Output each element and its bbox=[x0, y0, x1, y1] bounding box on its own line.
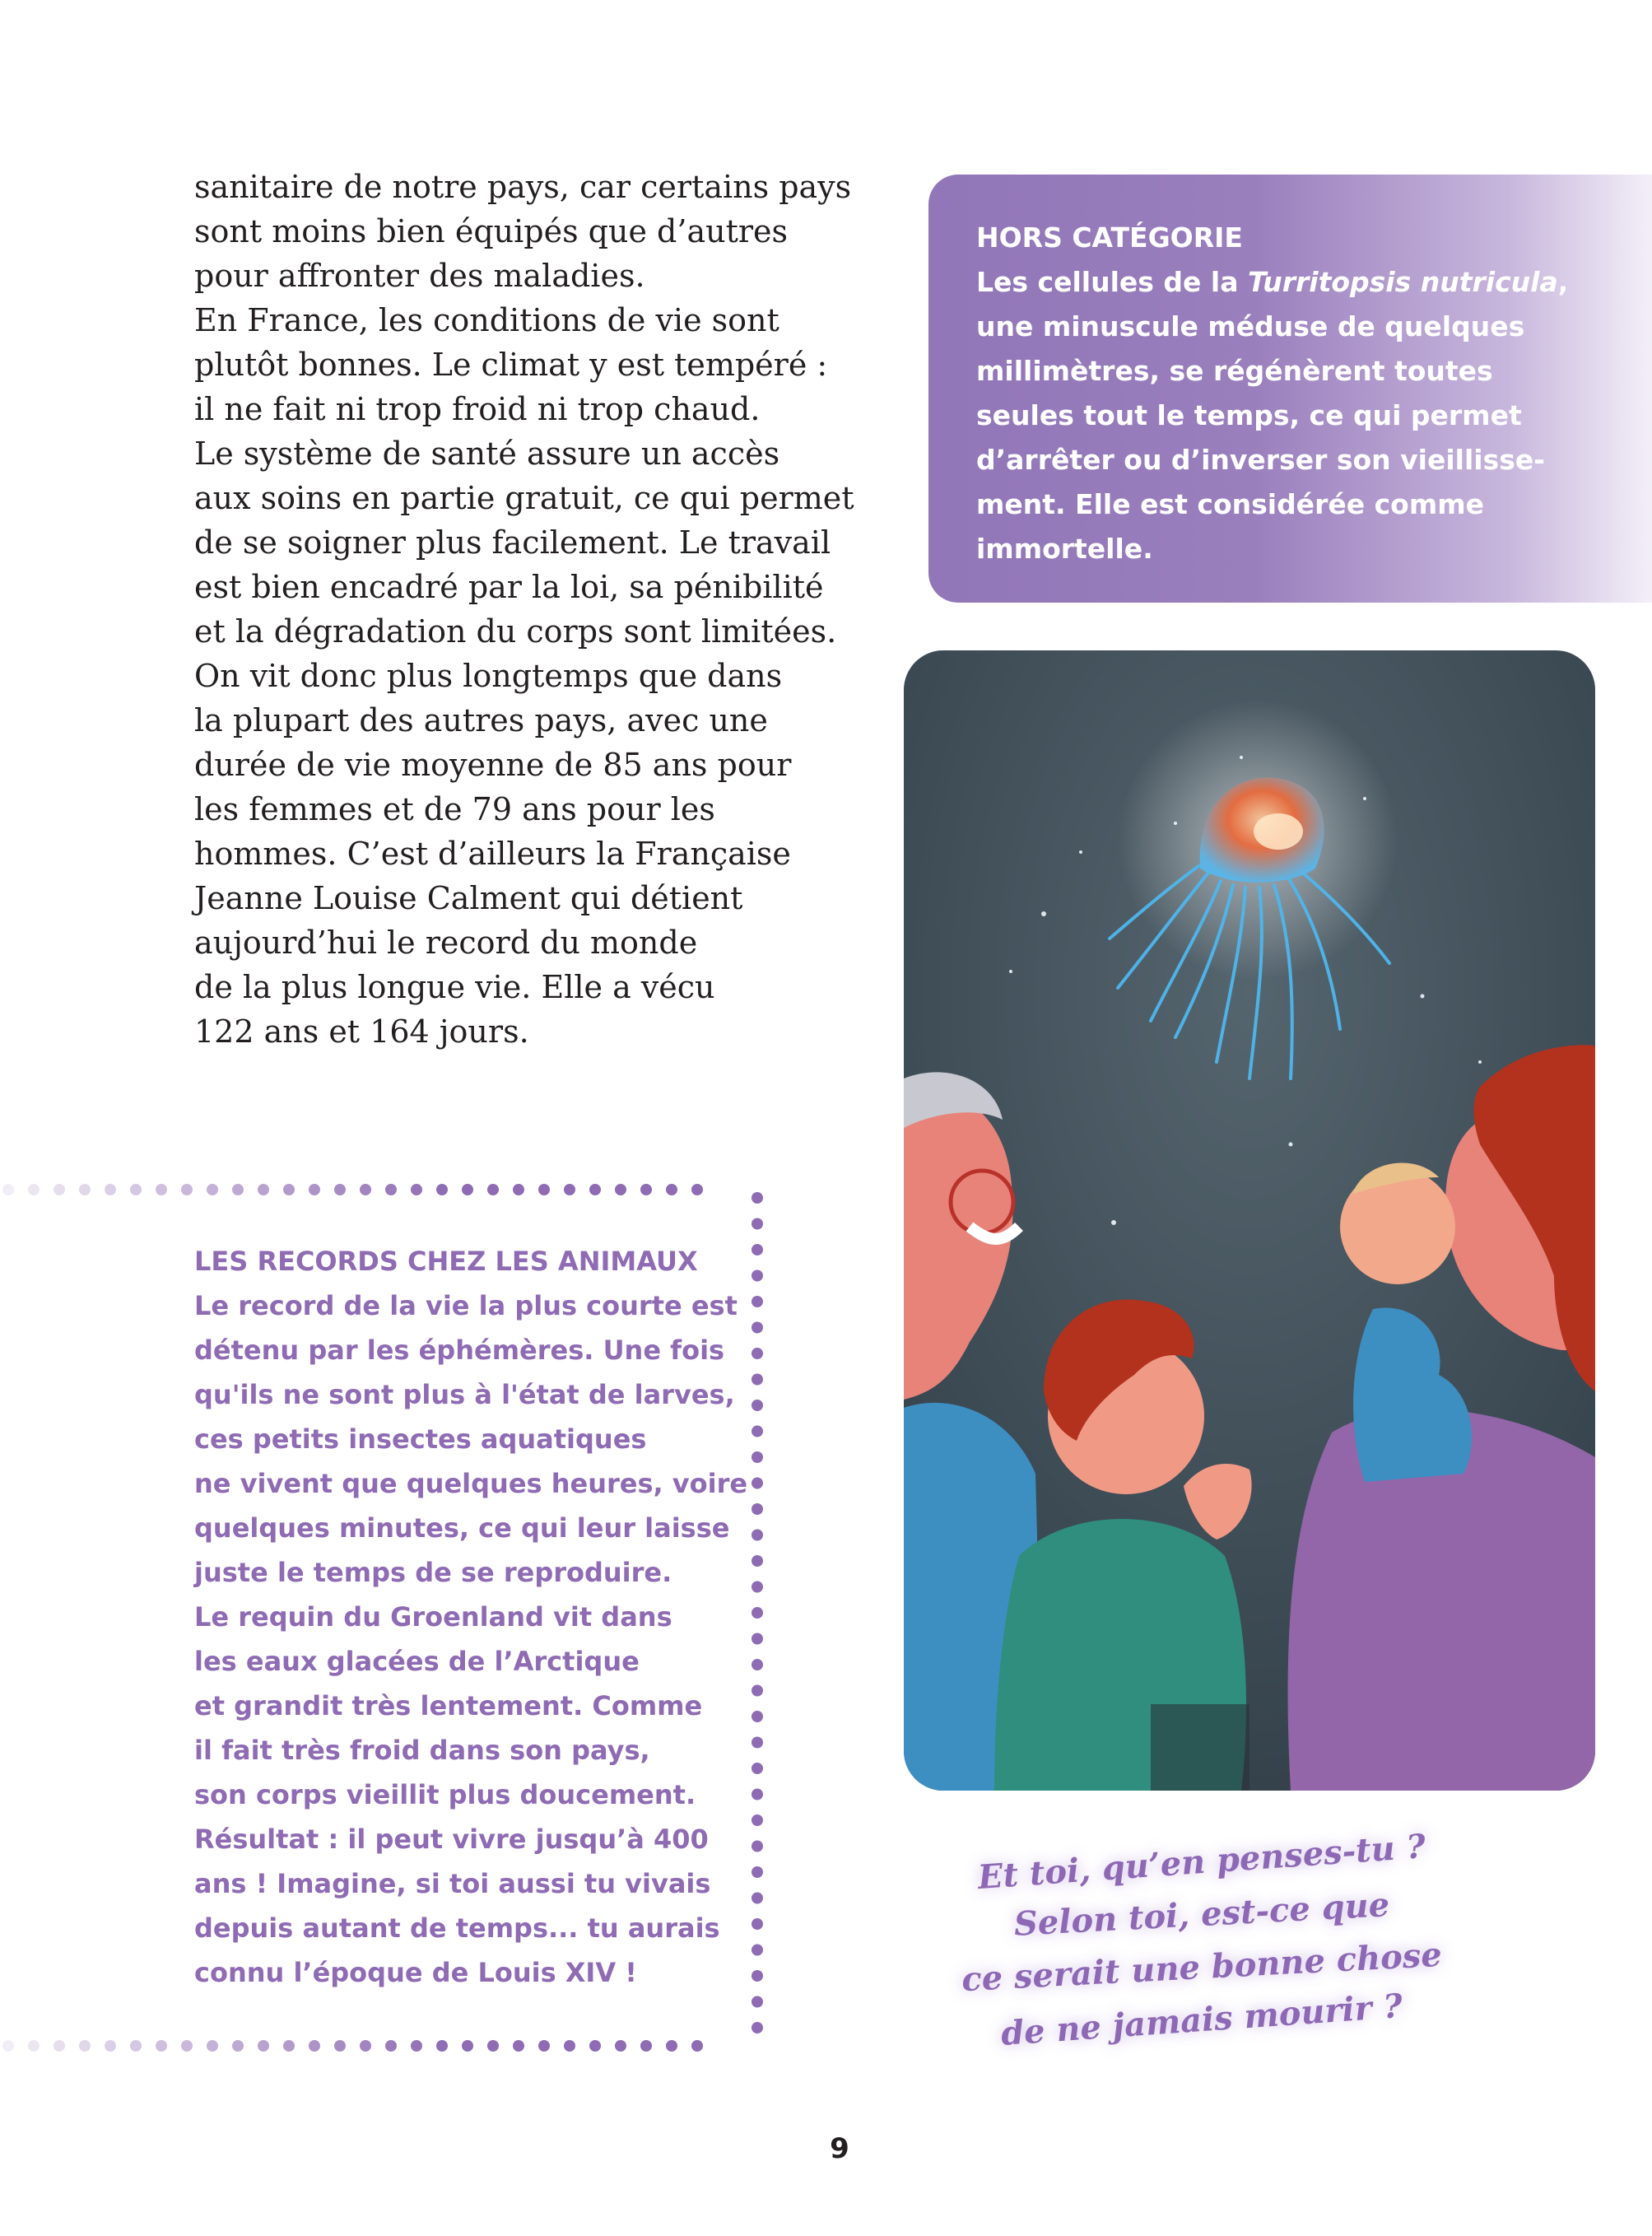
body-line: aux soins en partie gratuit, ce qui permet bbox=[194, 480, 854, 516]
frame-dot bbox=[564, 1184, 575, 1195]
records-line: ans ! Imagine, si toi aussi tu vivais bbox=[194, 1868, 711, 1899]
frame-dot bbox=[411, 1184, 422, 1195]
records-line: qu'ils ne sont plus à l'état de larves, bbox=[194, 1379, 735, 1410]
frame-dot bbox=[436, 2040, 448, 2052]
frame-dot bbox=[283, 1184, 295, 1195]
records-line: et grandit très lentement. Comme bbox=[194, 1690, 703, 1721]
body-line: est bien encadré par la loi, sa pénibilité bbox=[194, 569, 824, 605]
frame-dot bbox=[752, 1996, 763, 2008]
jellyfish-family-illustration bbox=[904, 650, 1595, 1791]
body-line: 122 ans et 164 jours. bbox=[194, 1013, 529, 1050]
frame-dot bbox=[666, 1184, 677, 1195]
frame-dot bbox=[691, 2040, 703, 2052]
frame-dot bbox=[462, 2040, 473, 2052]
frame-dot bbox=[589, 2040, 601, 2052]
body-line: il ne fait ni trop froid ni trop chaud. bbox=[194, 391, 761, 427]
body-line: de se soigner plus facilement. Le travail bbox=[194, 524, 831, 561]
body-line: pour affronter des maladies. bbox=[194, 258, 645, 294]
frame-dot bbox=[54, 1184, 65, 1195]
records-title: LES RECORDS CHEZ LES ANIMAUX bbox=[194, 1246, 698, 1277]
records-line: Résultat : il peut vivre jusqu’à 400 bbox=[194, 1824, 709, 1855]
question-line: de ne jamais mourir ? bbox=[999, 1987, 1404, 2053]
frame-dot bbox=[79, 2040, 91, 2052]
records-line: depuis autant de temps... tu aurais bbox=[194, 1912, 720, 1944]
hors-categorie-text bbox=[976, 216, 1635, 571]
frame-dot bbox=[589, 1184, 601, 1195]
records-line: ne vivent que quelques heures, voire bbox=[194, 1468, 748, 1499]
frame-dot bbox=[691, 1184, 703, 1195]
frame-dot bbox=[513, 2040, 524, 2052]
hors-categorie-line bbox=[976, 260, 1635, 305]
question-block bbox=[938, 1827, 1465, 2053]
frame-dot bbox=[513, 1184, 524, 1195]
hors-categorie-line: seules tout le temps, ce qui permet bbox=[976, 399, 1522, 431]
frame-dot bbox=[564, 2040, 575, 2052]
frame-dot bbox=[258, 2040, 269, 2052]
body-line: la plupart des autres pays, avec une bbox=[194, 702, 768, 738]
frame-dot bbox=[360, 1184, 371, 1195]
frame-dot bbox=[487, 2040, 499, 2052]
frame-dot bbox=[436, 1184, 448, 1195]
body-line: plutôt bonnes. Le climat y est tempéré : bbox=[194, 347, 828, 383]
frame-dot bbox=[640, 2040, 652, 2052]
frame-dot bbox=[28, 1184, 40, 1195]
frame-dot bbox=[385, 2040, 397, 2052]
species-name: Turritopsis nutricula bbox=[1247, 266, 1558, 298]
records-line: détenu par les éphémères. Une fois bbox=[194, 1335, 725, 1366]
frame-dot bbox=[334, 1184, 346, 1195]
body-line: Jeanne Louise Calment qui détient bbox=[194, 880, 743, 916]
frame-dot bbox=[334, 2040, 346, 2052]
hors-categorie-line: d’arrêter ou d’inverser son vieillisse- bbox=[976, 444, 1545, 476]
frame-dot bbox=[538, 2040, 550, 2052]
frame-dot bbox=[156, 2040, 167, 2052]
body-line: durée de vie moyenne de 85 ans pour bbox=[194, 747, 792, 783]
records-line: les eaux glacées de l’Arctique bbox=[194, 1646, 640, 1677]
frame-dot bbox=[640, 1184, 652, 1195]
frame-dot bbox=[181, 2040, 193, 2052]
frame-dot bbox=[411, 2040, 422, 2052]
illustration-svg bbox=[904, 650, 1595, 1791]
records-line: ces petits insectes aquatiques bbox=[194, 1423, 647, 1455]
frame-dot bbox=[615, 1184, 626, 1195]
frame-dot bbox=[752, 2022, 763, 2033]
frame-dot bbox=[105, 2040, 116, 2052]
frame-dot bbox=[462, 1184, 473, 1195]
body-line: les femmes et de 79 ans pour les bbox=[194, 791, 715, 827]
hors-categorie-box bbox=[928, 175, 1652, 603]
frame-dot bbox=[752, 1192, 763, 1204]
records-line: quelques minutes, ce qui leur laisse bbox=[194, 1512, 730, 1544]
frame-dot bbox=[79, 1184, 91, 1195]
body-line: de la plus longue vie. Elle a vécu bbox=[194, 969, 715, 1005]
dotted-frame-top bbox=[0, 1177, 766, 1202]
frame-dot bbox=[54, 2040, 65, 2052]
frame-dot bbox=[309, 1184, 320, 1195]
frame-dot bbox=[181, 1184, 193, 1195]
question-line: Et toi, qu’en penses-tu ? bbox=[976, 1827, 1427, 1897]
body-line: et la dégradation du corps sont limitées. bbox=[194, 613, 837, 650]
frame-dot bbox=[2, 2040, 14, 2052]
records-animaux-box bbox=[194, 1239, 754, 1995]
frame-dot bbox=[360, 2040, 371, 2052]
frame-dot bbox=[130, 2040, 142, 2052]
frame-dot bbox=[385, 1184, 397, 1195]
frame-dot bbox=[207, 1184, 218, 1195]
records-line: Le record de la vie la plus courte est bbox=[194, 1290, 738, 1321]
frame-dot bbox=[538, 1184, 550, 1195]
frame-dot bbox=[752, 1218, 763, 1230]
page-number: 9 bbox=[830, 2132, 849, 2165]
dotted-frame-bottom bbox=[0, 2033, 766, 2058]
hors-line-end: , bbox=[1557, 266, 1569, 298]
frame-dot bbox=[232, 2040, 244, 2052]
frame-dot bbox=[666, 2040, 677, 2052]
frame-dot bbox=[28, 2040, 40, 2052]
main-body-text bbox=[194, 165, 853, 1054]
frame-dot bbox=[283, 2040, 295, 2052]
hors-categorie-line: millimètres, se régénèrent toutes bbox=[976, 355, 1493, 387]
records-line: son corps vieillit plus doucement. bbox=[194, 1779, 696, 1810]
frame-dot bbox=[2, 1184, 14, 1195]
records-line: juste le temps de se reproduire. bbox=[194, 1557, 672, 1588]
frame-dot bbox=[487, 1184, 499, 1195]
question-line: Selon toi, est-ce que bbox=[1012, 1885, 1391, 1944]
frame-dot bbox=[258, 1184, 269, 1195]
body-line: sanitaire de notre pays, car certains pays bbox=[194, 169, 852, 205]
frame-dot bbox=[105, 1184, 116, 1195]
hors-categorie-title: HORS CATÉGORIE bbox=[976, 221, 1243, 254]
body-line: sont moins bien équipés que d’autres bbox=[194, 213, 788, 249]
frame-dot bbox=[156, 1184, 167, 1195]
question-line: ce serait une bonne chose bbox=[961, 1935, 1443, 2000]
records-line: Le requin du Groenland vit dans bbox=[194, 1601, 672, 1633]
body-line: Le système de santé assure un accès bbox=[194, 436, 780, 472]
body-line: aujourd’hui le record du monde bbox=[194, 925, 698, 961]
hors-categorie-line: une minuscule méduse de quelques bbox=[976, 310, 1525, 342]
records-line: connu l’époque de Louis XIV ! bbox=[194, 1957, 637, 1988]
hors-categorie-line: immortelle. bbox=[976, 533, 1153, 565]
records-line: il fait très froid dans son pays, bbox=[194, 1735, 650, 1766]
frame-dot bbox=[130, 1184, 142, 1195]
hors-line-start: Les cellules de la bbox=[976, 266, 1248, 298]
body-line: On vit donc plus longtemps que dans bbox=[194, 658, 783, 694]
frame-dot bbox=[207, 2040, 218, 2052]
body-line: En France, les conditions de vie sont bbox=[194, 302, 779, 338]
frame-dot bbox=[615, 2040, 626, 2052]
body-line: hommes. C’est d’ailleurs la Française bbox=[194, 836, 791, 872]
frame-dot bbox=[309, 2040, 320, 2052]
hors-categorie-line: ment. Elle est considérée comme bbox=[976, 488, 1484, 520]
frame-dot bbox=[232, 1184, 244, 1195]
